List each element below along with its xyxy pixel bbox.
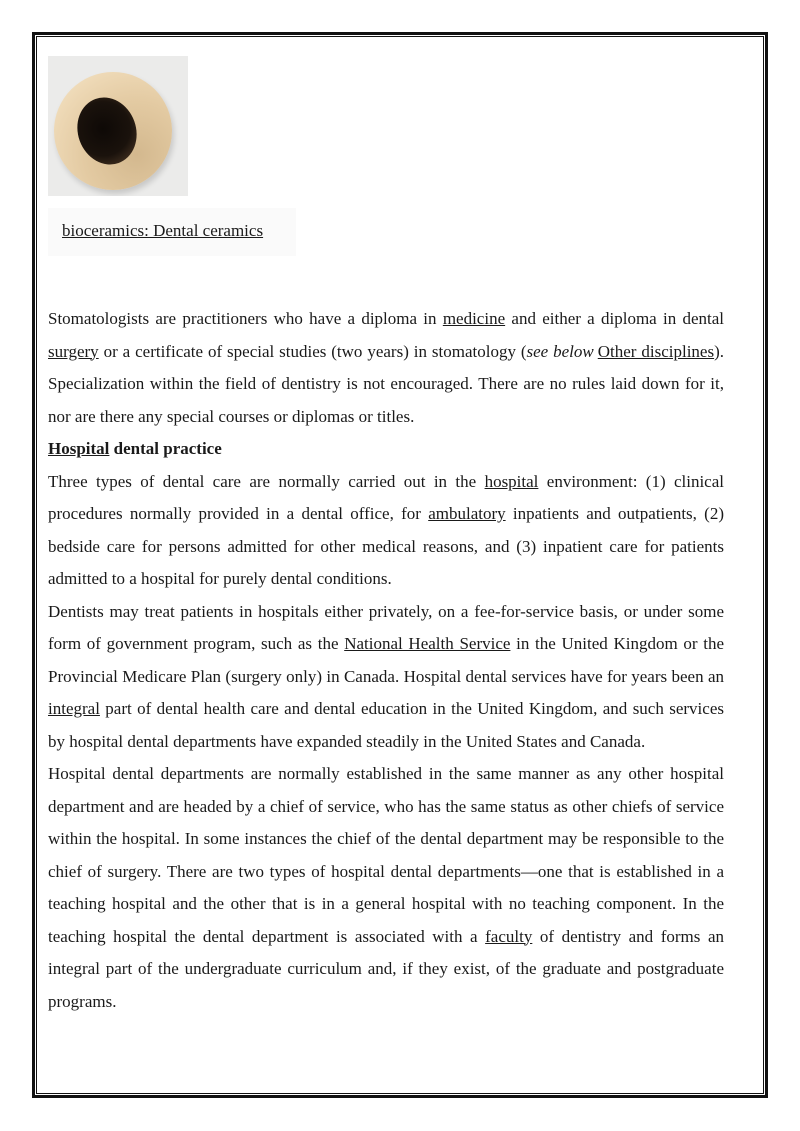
paragraph-care-types [48, 466, 724, 596]
article-body [48, 303, 724, 1018]
text: ). Specialization within the field of dentistry is not encouraged. There are no rules laid down for it, nor are there any special courses or diplomas or titles. [48, 341, 724, 426]
text: and either a diploma in dental [505, 309, 725, 328]
text: of dentistry and forms an integral part of the undergraduate curriculum and, if they exist, of the graduate and postgraduate programs. [48, 926, 724, 1011]
sphere-opening [68, 89, 146, 173]
text: Three types of dental care are normally carried out in the [48, 471, 485, 491]
text: part of dental health care and dental education in the United Kingdom, and such services by hospital dental departments have expanded steadily in the United States and Canada. [48, 699, 724, 751]
ceramic-sphere-image [48, 56, 188, 196]
link-medicine[interactable]: medicine [442, 309, 506, 328]
link-integral[interactable]: integral [48, 699, 100, 718]
text: inpatients and outpatients, (2) bedside care for persons admitted for other medical reasons, and (3) inpatient care for patients admitted to a hospital for purely dental conditions. [48, 504, 724, 588]
paragraph-departments [48, 758, 724, 1018]
see-below-text: see below [526, 341, 594, 361]
heading-text: dental practice [109, 439, 222, 458]
link-hospital[interactable]: hospital [484, 471, 539, 491]
link-ambulatory[interactable]: ambulatory [428, 504, 506, 523]
link-hospital-heading[interactable]: Hospital [48, 439, 110, 458]
text: environment: (1) clinical procedures normally provided in a dental office, for [48, 471, 724, 523]
link-faculty[interactable]: faculty [485, 926, 533, 946]
section-heading [48, 433, 724, 466]
link-surgery[interactable]: surgery [48, 341, 99, 361]
text: Dentists may treat patients in hospitals either privately, on a fee-for-service basis, or under some form of government program, such as the [48, 601, 724, 653]
figure-caption-link[interactable]: bioceramics: Dental ceramics [62, 221, 264, 240]
text: in the United Kingdom or the Provincial Medicare Plan (surgery only) in Canada. Hospital dental services have for years been an [48, 634, 724, 686]
paragraph-dentists-hospitals [48, 596, 724, 759]
ceramic-sphere [54, 72, 172, 190]
link-other-disciplines[interactable]: Other disciplines [597, 341, 715, 361]
text: or a certificate of special studies (two years) in stomatology ( [98, 341, 527, 361]
text: Stomatologists are practitioners who have a diploma in [48, 309, 443, 328]
text: Hospital dental departments are normally established in the same manner as any other hospital department and are headed by a chief of service, who has the same status as other chiefs of service within the hospital. In some instances the chief of the dental department may be responsible to the chief of surgery. There are two types of hospital dental departments—one that is established in a teaching hospital and the other that is in a general hospital with no teaching component. In the teaching hospital the dental department is associated with a [48, 764, 724, 946]
paragraph-stomatologists [48, 303, 724, 433]
link-national-health-service[interactable]: National Health Service [344, 634, 511, 653]
